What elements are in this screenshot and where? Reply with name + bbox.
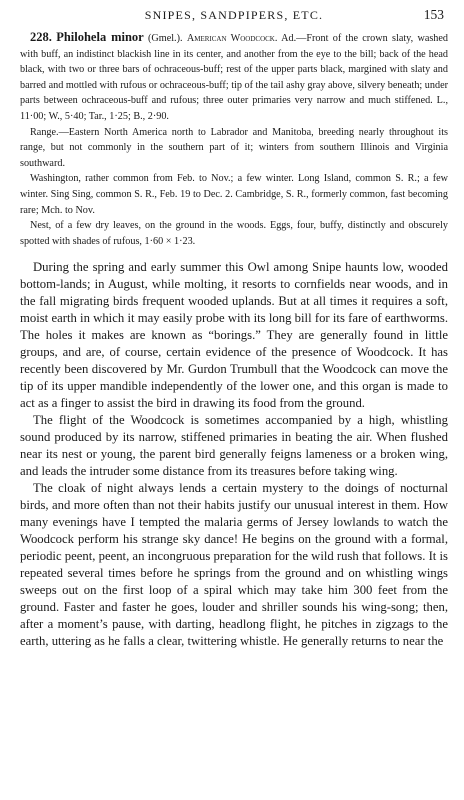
range-paragraph: Range.—Eastern North America north to Labrador and Manitoba, breeding nearly throughout its range, but not commonly in the southern part of it; winters from southern Illinois and Virginia southward.: [20, 126, 448, 169]
common-name: American Woodcock.: [186, 33, 278, 44]
scientific-name: Philohela minor: [56, 30, 144, 44]
body-paragraph: During the spring and early summer this Owl among Snipe haunts low, wooded bottom-lands; in August, while molting, it resorts to cornfields near woods, and in the fall migrating birds frequent wooded uplands. But at all times it requires a soft, moist earth in which it may easily probe with its long bill for its fare of earthworms. The holes it makes are known as “borings.” They are generally found in little groups, and are, of course, certain evidence of the presence of Woodcock. It has recently been discovered by Mr. Gurdon Trumbull that the Woodcock can move the tip of its upper mandible independently of the lower one, and this organ is made to act as a finger to assist the bird in drawing its food from the ground.: [20, 260, 448, 411]
records-paragraph: Washington, rather common from Feb. to Nov.; a few winter. Long Island, common S. R.; a few winter. Sing Sing, common S. R., Feb. 19 to Dec. 2. Cambridge, S. R., formerly common, fast becoming rare; Mch. to Nov.: [20, 173, 448, 216]
running-head: [20, 4, 448, 26]
body-paragraph: The cloak of night always lends a certain mystery to the doings of nocturnal birds, and more often than not their habits justify our unusual interest in them. How many evenings have I tempted the malaria germs of Jersey lowlands to watch the Woodcock perform his strange sky dance! He begins on the ground with a formal, periodic peent, peent, an incongruous preparation for the wild rush that follows. It is repeated several times before he springs from the ground and on whistling wings sweeps out on the first loop of a spiral which may take him 300 feet from the ground. Faster and faster he goes, louder and shriller sounds his wing-song; then, after a moment’s pause, with darting, headlong flight, he pitches in zigzags to the earth, uttering as he falls a clear, twittering whistle. He generally returns to near the: [20, 481, 448, 649]
description: Ad.—Front of the crown slaty, washed with buff, an indistinct blackish line in its center, and another from the eye to the bill; back of the head black, with two or three bars of ochraceous-buff; rest of the upper parts black, margined with slaty and barred and mottled with rufous or ochraceous-buff; tip of the tail ashy gray above, silvery beneath; under parts between ochraceous-buff and rufous; three outer primaries very narrow and much stiffened. L., 11·00; W., 5·40; Tar., 1·25; B., 2·90.: [20, 33, 449, 122]
body-paragraph: The flight of the Woodcock is sometimes accompanied by a high, whistling sound produced by its narrow, stiffened primaries in beating the air. When flushed near its nest or young, the parent bird generally feigns lameness or a broken wing, and leads the intruder some distance from its treasures before taking wing.: [20, 413, 448, 479]
authority: (Gmel.).: [148, 33, 183, 44]
running-head-title: SNIPES, SANDPIPERS, ETC.: [144, 8, 324, 22]
page-number: 153: [423, 7, 444, 22]
entry-number: 228.: [30, 30, 52, 44]
entry-heading-paragraph: [20, 30, 448, 125]
species-entry: [20, 30, 448, 249]
nest-paragraph: Nest, of a few dry leaves, on the ground in the woods. Eggs, four, buffy, distinctly and obscurely spotted with shades of rufous, 1·60 × 1·23.: [20, 220, 448, 247]
body-text: [20, 259, 448, 650]
